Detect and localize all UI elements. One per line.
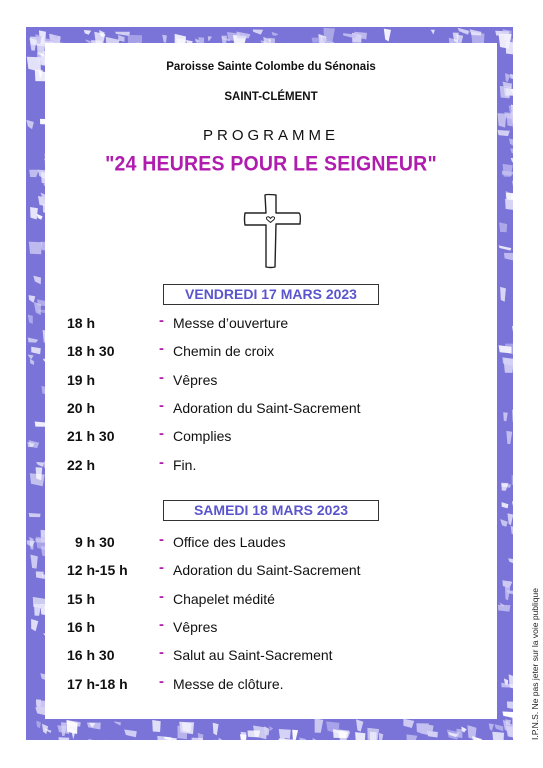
mosaic-tile bbox=[407, 734, 418, 740]
mosaic-tile bbox=[498, 605, 511, 612]
mosaic-tile bbox=[272, 32, 279, 36]
mosaic-tile bbox=[470, 29, 482, 35]
schedule-time: 15 h bbox=[67, 590, 96, 607]
mosaic-tile bbox=[236, 32, 250, 39]
schedule-time: 21 h 30 bbox=[67, 428, 115, 445]
bullet-dash: - bbox=[159, 396, 164, 414]
schedule-activity: Complies bbox=[173, 428, 232, 445]
mosaic-tile bbox=[500, 287, 506, 302]
mosaic-tile bbox=[28, 338, 38, 343]
bullet-dash: - bbox=[159, 368, 164, 386]
mosaic-tile bbox=[507, 513, 513, 525]
mosaic-tile bbox=[213, 723, 219, 736]
schedule-row bbox=[45, 559, 497, 582]
mosaic-tile bbox=[33, 276, 41, 285]
schedule-activity: Vêpres bbox=[173, 618, 218, 635]
bullet-dash: - bbox=[159, 672, 164, 690]
mosaic-tile bbox=[30, 555, 37, 569]
ipns-notice: I.P.N.S. Ne pas jeter sur la voie publique bbox=[530, 588, 540, 740]
mosaic-tile bbox=[498, 130, 510, 136]
mosaic-tile bbox=[457, 729, 463, 739]
mosaic-tile bbox=[500, 519, 508, 527]
mosaic-tile bbox=[58, 737, 69, 740]
schedule-time: 16 h 30 bbox=[67, 647, 115, 664]
schedule-activity: Vêpres bbox=[173, 371, 218, 388]
day-heading-friday: VENDREDI 17 MARS 2023 bbox=[163, 284, 379, 305]
bullet-dash: - bbox=[159, 644, 164, 662]
schedule-activity: Messe de clôture. bbox=[173, 675, 284, 692]
mosaic-tile bbox=[28, 315, 33, 324]
mosaic-tile bbox=[384, 29, 391, 42]
mosaic-tile bbox=[427, 731, 438, 738]
mosaic-tile bbox=[31, 347, 41, 354]
mosaic-tile bbox=[500, 86, 512, 98]
mosaic-tile bbox=[29, 295, 36, 303]
church-name: SAINT-CLÉMENT bbox=[224, 91, 318, 103]
schedule-activity: Salut au Saint-Sacrement bbox=[173, 647, 333, 664]
schedule-row bbox=[45, 531, 497, 554]
schedule-time: 18 h bbox=[67, 315, 96, 331]
bullet-dash: - bbox=[159, 312, 164, 329]
mosaic-tile bbox=[26, 120, 34, 130]
mosaic-tile bbox=[461, 31, 470, 35]
mosaic-tile bbox=[506, 431, 512, 444]
mosaic-tile bbox=[192, 738, 204, 740]
bullet-dash: - bbox=[159, 425, 164, 443]
mosaic-tile bbox=[299, 738, 306, 741]
mosaic-tile bbox=[473, 737, 482, 740]
schedule-row bbox=[45, 312, 497, 335]
mosaic-tile bbox=[403, 719, 414, 728]
mosaic-tile bbox=[30, 473, 45, 486]
event-title: "24 HEURES POUR LE SEIGNEUR" bbox=[105, 152, 437, 176]
parish-name: Paroisse Sainte Colombe du Sénonais bbox=[166, 61, 376, 73]
mosaic-tile bbox=[162, 35, 167, 43]
mosaic-tile bbox=[36, 462, 44, 467]
mosaic-tile bbox=[512, 501, 513, 514]
mosaic-tile bbox=[499, 222, 507, 232]
mosaic-tile bbox=[312, 738, 317, 740]
schedule-time: 18 h 30 bbox=[67, 343, 115, 360]
schedule-row bbox=[45, 672, 497, 696]
mosaic-tile bbox=[511, 158, 513, 163]
mosaic-tile bbox=[36, 721, 41, 729]
mosaic-tile bbox=[182, 722, 192, 732]
mosaic-tile bbox=[114, 721, 121, 725]
bullet-dash: - bbox=[159, 559, 164, 577]
mosaic-tile bbox=[29, 513, 41, 517]
bullet-dash: - bbox=[159, 587, 164, 605]
mosaic-tile bbox=[208, 36, 212, 41]
mosaic-tile bbox=[502, 580, 512, 588]
mosaic-tile bbox=[30, 359, 35, 365]
schedule-row bbox=[45, 615, 497, 639]
mosaic-tile bbox=[219, 738, 223, 740]
mosaic-tile bbox=[29, 242, 42, 255]
mosaic-tile bbox=[37, 214, 43, 220]
mosaic-tile bbox=[42, 724, 48, 734]
bullet-dash: - bbox=[159, 340, 164, 358]
mosaic-tile bbox=[416, 723, 429, 735]
mosaic-tile bbox=[512, 181, 513, 191]
mosaic-tile bbox=[510, 149, 513, 154]
mosaic-tile bbox=[124, 730, 137, 738]
mosaic-tile bbox=[502, 712, 513, 718]
mosaic-tile bbox=[34, 604, 41, 616]
mosaic-tile bbox=[379, 733, 383, 740]
mosaic-tile bbox=[152, 720, 161, 732]
mosaic-tile bbox=[312, 38, 321, 43]
mosaic-tile bbox=[248, 731, 261, 738]
mosaic-tile bbox=[510, 74, 513, 81]
mosaic-tile bbox=[315, 718, 324, 733]
mosaic-tile bbox=[84, 30, 91, 35]
mosaic-tile bbox=[505, 73, 511, 82]
mosaic-tile bbox=[495, 724, 504, 731]
schedule-time: 22 h bbox=[67, 456, 96, 473]
mosaic-tile bbox=[511, 526, 513, 535]
mosaic-tile bbox=[31, 619, 38, 631]
day-heading-saturday: SAMEDI 18 MARS 2023 bbox=[163, 500, 379, 521]
schedule-row bbox=[45, 368, 497, 392]
schedule-activity: Fin. bbox=[173, 456, 197, 473]
schedule-time: 12 h-15 h bbox=[67, 562, 128, 579]
mosaic-tile bbox=[431, 30, 435, 35]
mosaic-tile bbox=[507, 702, 513, 711]
schedule-activity: Chemin de croix bbox=[173, 343, 275, 360]
mosaic-tile bbox=[512, 410, 513, 423]
mosaic-tile bbox=[505, 199, 513, 210]
mosaic-tile bbox=[29, 170, 39, 177]
programme-heading: PROGRAMME bbox=[202, 127, 339, 144]
mosaic-tile bbox=[512, 475, 513, 486]
mosaic-tile bbox=[512, 326, 513, 336]
bullet-dash: - bbox=[159, 615, 164, 633]
mosaic-tile bbox=[502, 502, 509, 508]
mosaic-tile bbox=[370, 732, 377, 740]
schedule-activity: Office des Laudes bbox=[173, 534, 286, 550]
schedule-time: 16 h bbox=[67, 618, 96, 635]
mosaic-tile bbox=[356, 719, 363, 731]
mosaic-tile bbox=[269, 726, 273, 731]
mosaic-tile bbox=[292, 730, 298, 740]
mosaic-tile bbox=[27, 540, 35, 547]
mosaic-tile bbox=[241, 732, 247, 740]
mosaic-tile bbox=[509, 139, 513, 147]
mosaic-tile bbox=[489, 723, 494, 731]
bullet-dash: - bbox=[159, 531, 164, 548]
mosaic-tile bbox=[30, 207, 38, 220]
mosaic-tile bbox=[508, 558, 513, 563]
schedule-row bbox=[45, 453, 497, 477]
mosaic-tile bbox=[253, 30, 264, 35]
mosaic-tile bbox=[339, 730, 349, 741]
schedule-row bbox=[45, 340, 497, 363]
mosaic-tile bbox=[503, 412, 508, 421]
schedule-time: 9 h 30 bbox=[75, 534, 115, 550]
schedule-time: 19 h bbox=[67, 371, 96, 388]
schedule-activity: Chapelet médité bbox=[173, 590, 275, 607]
mosaic-tile bbox=[28, 355, 34, 360]
mosaic-tile bbox=[89, 739, 98, 740]
mosaic-tile bbox=[324, 28, 336, 43]
schedule-row bbox=[45, 644, 497, 667]
schedule-time: 20 h bbox=[67, 399, 96, 416]
schedule-activity: Adoration du Saint-Sacrement bbox=[173, 399, 361, 416]
mosaic-tile bbox=[355, 732, 365, 740]
schedule-time: 17 h-18 h bbox=[67, 675, 128, 692]
bullet-dash: - bbox=[159, 453, 164, 471]
schedule-row bbox=[45, 425, 497, 448]
schedule-row bbox=[45, 396, 497, 420]
mosaic-tile bbox=[499, 245, 512, 250]
cross-with-heart-icon bbox=[241, 191, 305, 271]
mosaic-tile bbox=[115, 32, 130, 36]
schedule-row bbox=[45, 587, 497, 611]
mosaic-tile bbox=[492, 732, 504, 740]
mosaic-tile bbox=[279, 738, 293, 740]
poster-panel bbox=[45, 43, 497, 719]
mosaic-tile bbox=[504, 253, 513, 261]
schedule-activity: Messe d’ouverture bbox=[173, 315, 289, 331]
schedule-activity: Adoration du Saint-Sacrement bbox=[173, 562, 361, 579]
